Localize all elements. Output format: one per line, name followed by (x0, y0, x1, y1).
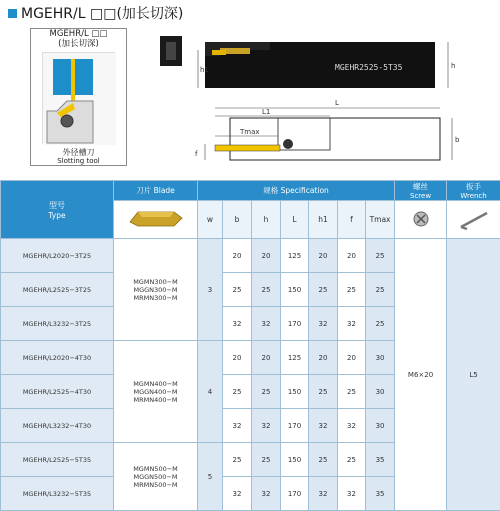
L-cell: 170 (281, 307, 309, 341)
dim-Tmax-label: Tmax (239, 128, 260, 136)
blade-name: MGMN500−M (114, 465, 197, 473)
w-cell: 5 (198, 443, 223, 511)
wrench-cell: L5 (447, 239, 500, 511)
tool-side-view (160, 36, 455, 88)
blade-image-cell (114, 201, 198, 239)
L-cell: 150 (281, 375, 309, 409)
screw-image-cell (395, 201, 447, 239)
b-cell: 20 (223, 239, 252, 273)
f-cell: 25 (338, 443, 366, 477)
tmax-cell: 35 (366, 443, 395, 477)
h-cell: 32 (252, 477, 281, 511)
screw-header-cn: 螺丝 (395, 181, 446, 192)
blade-name: MGGN400−M (114, 388, 197, 396)
h1-cell: 25 (309, 273, 338, 307)
type-header-en: Type (1, 211, 113, 220)
model-cell: MGEHR/L2020−4T30 (1, 341, 114, 375)
L-cell: 170 (281, 477, 309, 511)
h1-cell: 20 (309, 239, 338, 273)
dim-h-label: h (451, 62, 455, 70)
shank-label: MGEHR2525-5T35 (335, 63, 403, 72)
col-h1: h1 (309, 201, 338, 239)
b-cell: 25 (223, 443, 252, 477)
w-cell: 3 (198, 239, 223, 341)
h1-cell: 20 (309, 341, 338, 375)
h-cell: 32 (252, 409, 281, 443)
slotting-tool-image (42, 52, 115, 144)
blade-cell (114, 239, 198, 341)
f-cell: 32 (338, 307, 366, 341)
tmax-cell: 25 (366, 307, 395, 341)
b-cell: 20 (223, 341, 252, 375)
L-cell: 150 (281, 273, 309, 307)
b-cell: 32 (223, 477, 252, 511)
blade-name: MGGN300−M (114, 286, 197, 294)
model-cell: MGEHR/L2020−3T25 (1, 239, 114, 273)
blade-name: MGMN400−M (114, 380, 197, 388)
h-cell: 20 (252, 341, 281, 375)
type-header (1, 181, 114, 239)
screw-header (395, 181, 447, 201)
page-title (8, 5, 183, 21)
tool-top-view (195, 99, 460, 160)
dim-h1-label: h1 (200, 66, 209, 74)
wrench-image-cell (447, 201, 500, 239)
h-cell: 20 (252, 239, 281, 273)
dim-f-label: f (195, 150, 198, 158)
page-title-text: MGEHR/L □□(加长切深) (21, 3, 183, 23)
col-b: b (223, 201, 252, 239)
f-cell: 20 (338, 341, 366, 375)
f-cell: 25 (338, 273, 366, 307)
tool-illustration-box (30, 28, 127, 166)
col-tmax: Tmax (366, 201, 395, 239)
tmax-cell: 25 (366, 273, 395, 307)
tool-caption-cn: 外径槽刀 (31, 147, 126, 158)
tool-drawings (150, 26, 495, 176)
b-cell: 25 (223, 273, 252, 307)
screw-cell: M6×20 (395, 239, 447, 511)
col-f: f (338, 201, 366, 239)
blade-cell (114, 341, 198, 443)
blade-name: MRMN400−M (114, 396, 197, 404)
blade-header: 刀片 Blade (114, 181, 198, 201)
h1-cell: 32 (309, 477, 338, 511)
blade-name: MGGN500−M (114, 473, 197, 481)
model-cell: MGEHR/L3232−5T35 (1, 477, 114, 511)
screw-icon (406, 207, 436, 231)
tmax-cell: 30 (366, 341, 395, 375)
model-cell: MGEHR/L2525−3T25 (1, 273, 114, 307)
b-cell: 32 (223, 409, 252, 443)
tool-caption-en: Slotting tool (31, 157, 126, 165)
blade-name: MRMN300−M (114, 294, 197, 302)
f-cell: 25 (338, 375, 366, 409)
type-header-cn: 型号 (1, 200, 113, 211)
h1-cell: 25 (309, 443, 338, 477)
col-L: L (281, 201, 309, 239)
L-cell: 150 (281, 443, 309, 477)
tmax-cell: 30 (366, 375, 395, 409)
h-cell: 25 (252, 375, 281, 409)
table-row (1, 239, 500, 273)
L-cell: 125 (281, 239, 309, 273)
f-cell: 32 (338, 477, 366, 511)
h-cell: 32 (252, 307, 281, 341)
model-cell: MGEHR/L3232−3T25 (1, 307, 114, 341)
tool-box-header-line1: MGEHR/L □□ (31, 29, 126, 39)
tool-box-header-line2: (加长切深) (31, 39, 126, 49)
b-cell: 32 (223, 307, 252, 341)
dim-L-label: L (335, 99, 339, 107)
title-square-icon (8, 9, 17, 18)
blade-cell (114, 443, 198, 511)
L-cell: 125 (281, 341, 309, 375)
f-cell: 32 (338, 409, 366, 443)
tmax-cell: 30 (366, 409, 395, 443)
w-cell: 4 (198, 341, 223, 443)
spec-table (0, 180, 500, 511)
b-cell: 25 (223, 375, 252, 409)
wrench-header (447, 181, 500, 201)
L-cell: 170 (281, 409, 309, 443)
f-cell: 20 (338, 239, 366, 273)
blade-image (126, 208, 186, 230)
screw-header-en: Screw (395, 192, 446, 200)
blade-name: MGMN300−M (114, 278, 197, 286)
h-cell: 25 (252, 443, 281, 477)
spec-header: 规格 Specification (198, 181, 395, 201)
wrench-header-en: Wrench (447, 192, 500, 200)
model-cell: MGEHR/L3232−4T30 (1, 409, 114, 443)
model-cell: MGEHR/L2525−5T35 (1, 443, 114, 477)
model-cell: MGEHR/L2525−4T30 (1, 375, 114, 409)
h-cell: 25 (252, 273, 281, 307)
col-h: h (252, 201, 281, 239)
h1-cell: 32 (309, 307, 338, 341)
dim-b-label: b (455, 136, 460, 144)
wrench-icon (457, 207, 491, 231)
tmax-cell: 35 (366, 477, 395, 511)
tmax-cell: 25 (366, 239, 395, 273)
h1-cell: 32 (309, 409, 338, 443)
blade-name: MRMN500−M (114, 481, 197, 489)
h1-cell: 25 (309, 375, 338, 409)
col-w: w (198, 201, 223, 239)
wrench-header-cn: 扳手 (447, 181, 500, 192)
dim-L1-label: L1 (262, 108, 270, 116)
